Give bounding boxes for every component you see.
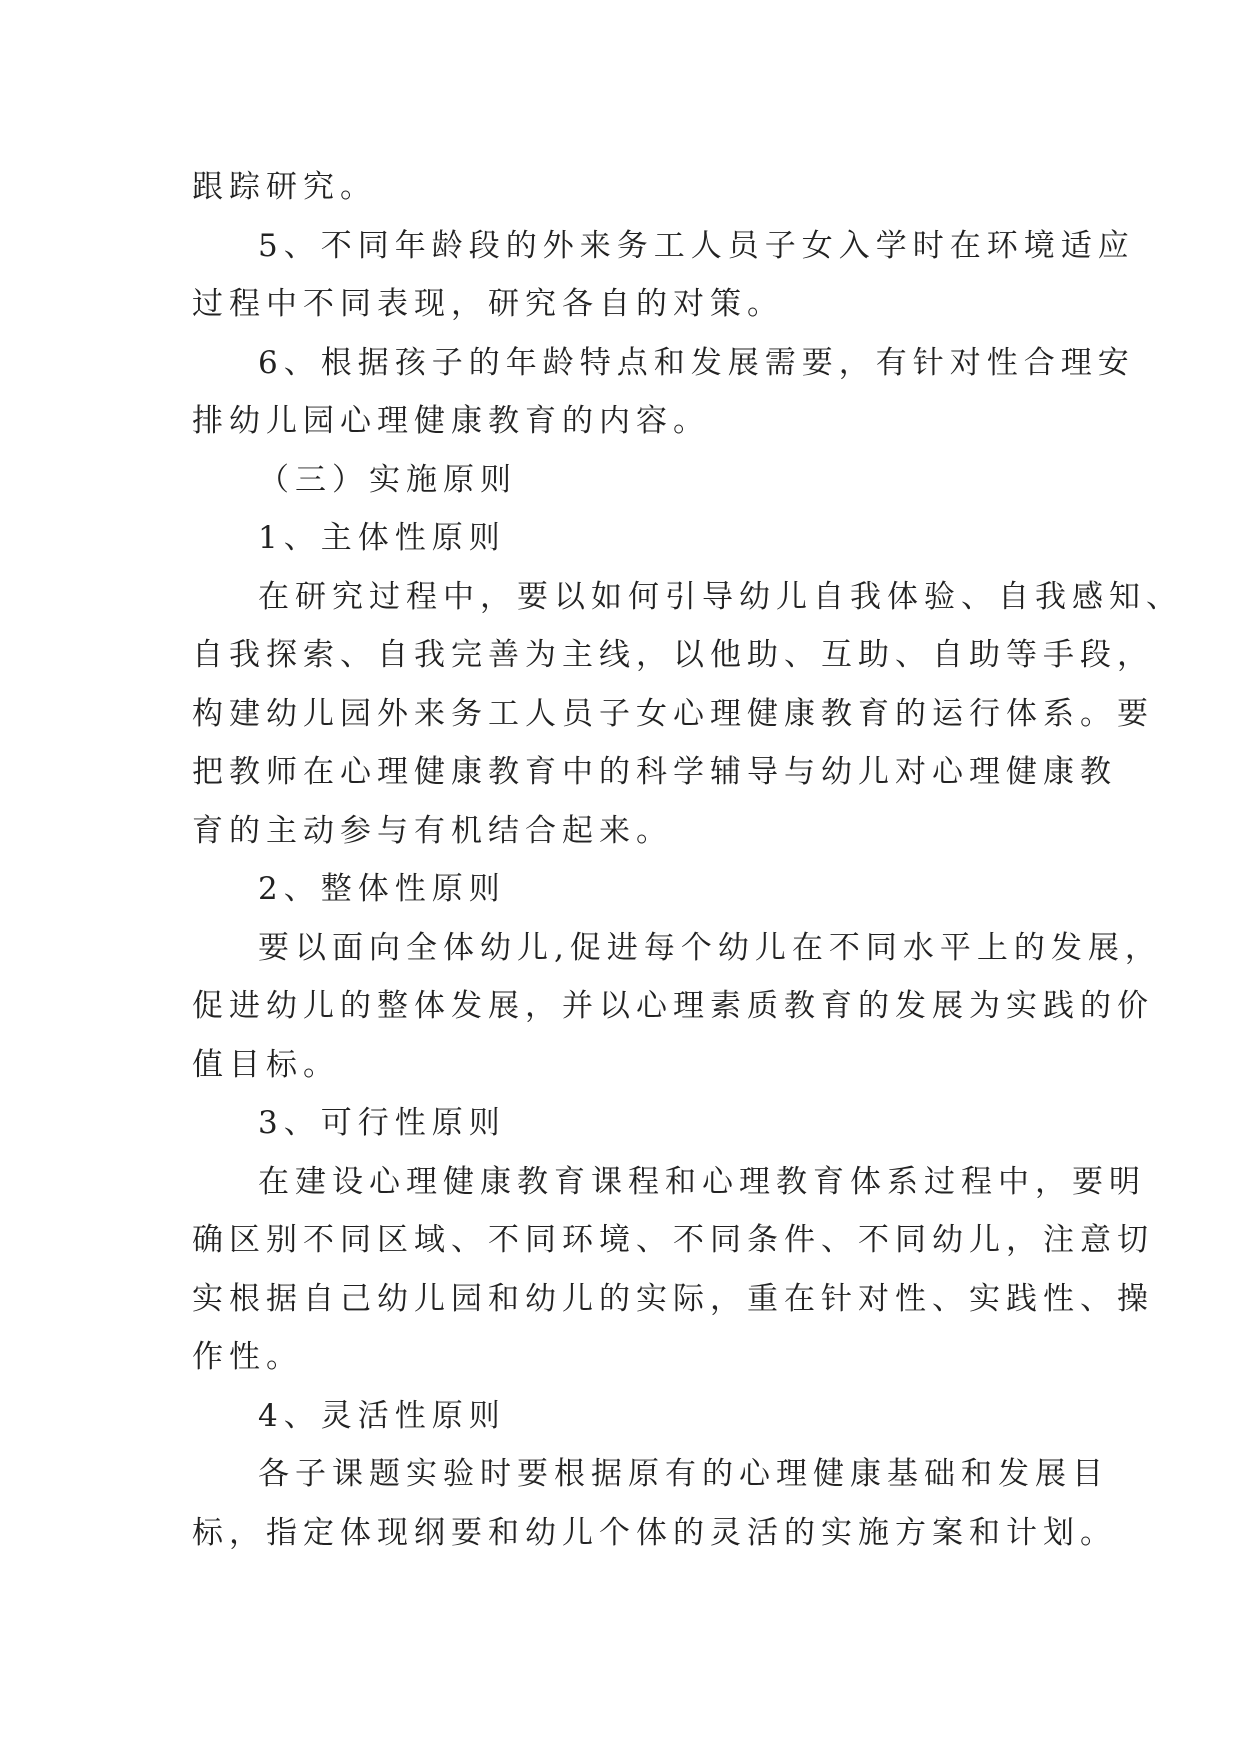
paragraph-line: 育的主动参与有机结合起来。 [192,812,673,849]
list-item-5: 5、不同年龄段的外来务工人员子女入学时在环境适应 [258,227,1135,264]
paragraph-line: 过程中不同表现，研究各自的对策。 [192,286,784,322]
paragraph-line: 在研究过程中，要以如何引导幼儿自我体验、自我感知、 [258,578,1183,615]
paragraph-line: 值目标。 [192,1046,340,1083]
paragraph-line: 排幼儿园心理健康教育的内容。 [192,403,710,439]
paragraph-line: 把教师在心理健康教育中的科学辅导与幼儿对心理健康教 [192,754,1117,790]
paragraph-line: 标，指定体现纲要和幼儿个体的灵活的实施方案和计划。 [192,1514,1117,1551]
paragraph-line: 跟踪研究。 [192,169,377,205]
paragraph-line: 各子课题实验时要根据原有的心理健康基础和发展目 [258,1456,1109,1492]
paragraph-line: 构建幼儿园外来务工人员子女心理健康教育的运行体系。要 [192,695,1154,732]
principle-heading-3: 3、可行性原则 [258,1105,506,1141]
principle-heading-1: 1、主体性原则 [258,520,506,556]
paragraph-line: 作性。 [192,1339,303,1375]
paragraph-line: 实根据自己幼儿园和幼儿的实际，重在针对性、实践性、操 [192,1280,1154,1317]
paragraph-line: 自我探索、自我完善为主线，以他助、互助、自助等手段， [192,637,1154,673]
document-body [192,158,1183,1562]
paragraph-line: 确区别不同区域、不同环境、不同条件、不同幼儿，注意切 [192,1222,1154,1258]
paragraph-line: 促进幼儿的整体发展，并以心理素质教育的发展为实践的价 [192,988,1154,1024]
principle-heading-2: 2、整体性原则 [258,871,506,907]
paragraph-line: 在建设心理健康教育课程和心理教育体系过程中，要明 [258,1163,1146,1200]
section-heading: （三）实施原则 [258,461,517,498]
paragraph-line: 要以面向全体幼儿,促进每个幼儿在不同水平上的发展， [258,929,1162,966]
principle-heading-4: 4、灵活性原则 [258,1397,506,1434]
list-item-6: 6、根据孩子的年龄特点和发展需要，有针对性合理安 [258,344,1135,381]
